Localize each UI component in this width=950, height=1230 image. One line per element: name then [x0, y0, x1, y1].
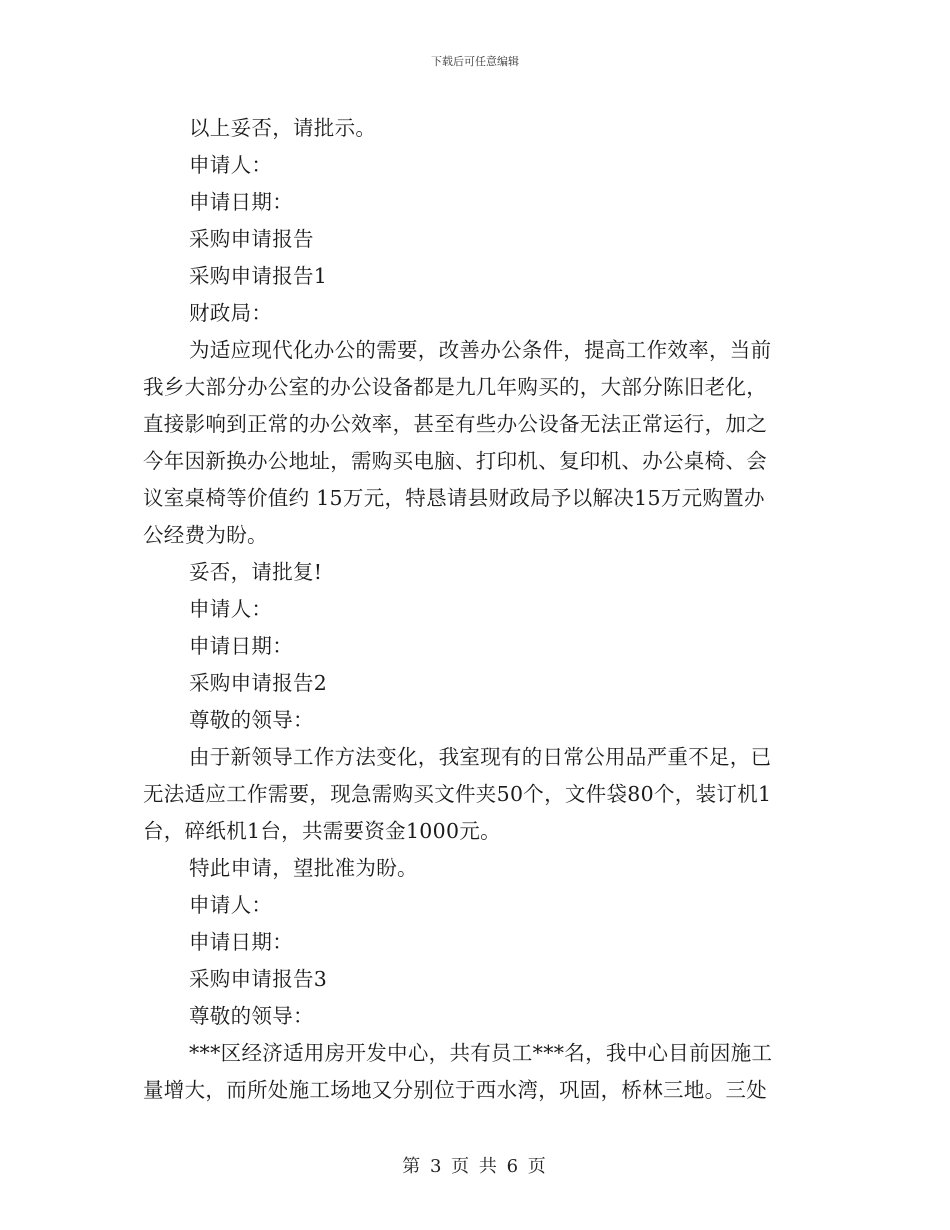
text-line: 以上妥否，请批示。	[189, 116, 377, 140]
page-header-note: 下载后可任意编辑	[431, 55, 519, 68]
text-line: 申请日期：	[189, 190, 293, 214]
paragraph-line: 议室桌椅等价值约 15万元，特恳请县财政局予以解决15万元购置办	[143, 486, 765, 510]
paragraph-line: ***区经济适用房开发中心，共有员工***名，我中心目前因施工	[189, 1041, 773, 1065]
paragraph-line: 今年因新换办公地址，需购买电脑、打印机、复印机、办公桌椅、会	[143, 449, 767, 473]
text-line: 申请人：	[189, 153, 273, 177]
salutation: 尊敬的领导：	[189, 1004, 314, 1028]
salutation: 财政局：	[189, 301, 273, 325]
text-line: 妥否，请批复!	[189, 560, 323, 584]
salutation: 尊敬的领导：	[189, 708, 314, 732]
text-line: 申请日期：	[189, 634, 293, 658]
paragraph-line: 为适应现代化办公的需要，改善办公条件，提高工作效率，当前	[189, 338, 772, 362]
paragraph-line: 量增大，而所处施工场地又分别位于西水湾，巩固，桥林三地。三处	[143, 1078, 767, 1102]
page-number: 第 3 页 共 6 页	[402, 1156, 548, 1177]
paragraph-line: 直接影响到正常的办公效率，甚至有些办公设备无法正常运行，加之	[143, 412, 767, 436]
paragraph-line: 公经费为盼。	[143, 523, 268, 547]
paragraph-line: 台，碎纸机1台，共需要资金1000元。	[143, 819, 501, 843]
section-title: 采购申请报告	[189, 227, 314, 251]
section-title: 采购申请报告1	[189, 264, 328, 288]
paragraph-line: 由于新领导工作方法变化，我室现有的日常公用品严重不足，已	[189, 745, 772, 769]
document-body	[143, 110, 808, 1109]
section-title: 采购申请报告2	[189, 671, 328, 695]
text-line: 申请人：	[189, 893, 273, 917]
text-line: 申请人：	[189, 597, 273, 621]
text-line: 申请日期：	[189, 930, 293, 954]
text-line: 特此申请，望批准为盼。	[189, 856, 418, 880]
paragraph-line: 我乡大部分办公室的办公设备都是九几年购买的，大部分陈旧老化，	[143, 375, 767, 399]
section-title: 采购申请报告3	[189, 967, 328, 991]
paragraph-line: 无法适应工作需要，现急需购买文件夹50个，文件袋80个，装订机1	[143, 782, 772, 806]
